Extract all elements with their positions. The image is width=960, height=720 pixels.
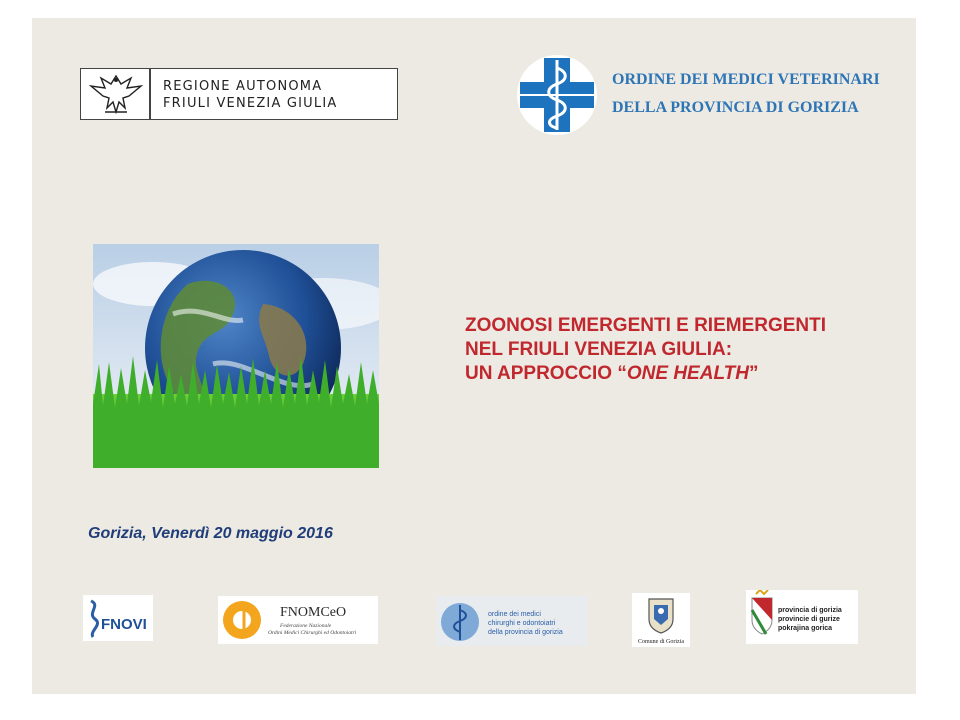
- title-line2: NEL FRIULI VENEZIA GIULIA:: [465, 339, 733, 360]
- prov-line1: provincia di gorizia: [778, 607, 842, 614]
- ordine-veterinari-name: [612, 66, 880, 122]
- fnomceo-sub1: Federazione Nazionale: [280, 623, 332, 629]
- event-title: [465, 314, 826, 386]
- earth-grass-photo: [93, 244, 379, 468]
- odm-line3: della provincia di gorizia: [488, 629, 563, 636]
- fnomceo-logo: [218, 596, 378, 644]
- title-line1: ZOONOSI EMERGENTI E RIEMERGENTI: [465, 315, 827, 336]
- odm-line1: ordine dei medici: [488, 611, 541, 618]
- ordine-line1: ORDINE DEI MEDICI VETERINARI: [612, 71, 880, 88]
- regione-line2: FRIULI VENEZIA GIULIA: [163, 96, 338, 111]
- ordine-line2: DELLA PROVINCIA DI GORIZIA: [612, 99, 859, 116]
- ordine-medici-gorizia-logo: [436, 596, 588, 646]
- fnovi-logo: [83, 595, 153, 641]
- title-line3: [465, 362, 826, 386]
- fnovi-text: FNOVI: [101, 616, 147, 633]
- prov-line2: provincie di gurize: [778, 616, 840, 623]
- comune-label: Comune di Gorizia: [638, 639, 684, 645]
- provincia-gorizia-logo: [746, 590, 858, 644]
- divider: [149, 69, 151, 119]
- veterinari-caduceus-logo: [516, 54, 598, 136]
- regione-fvg-logo: [80, 68, 398, 120]
- odm-line2: chirurghi e odontoiatri: [488, 620, 556, 627]
- event-date: Gorizia, Venerdì 20 maggio 2016: [88, 525, 333, 542]
- title-line3-italic: ONE HEALTH: [626, 363, 749, 384]
- eagle-icon: [85, 72, 147, 116]
- title-line3-prefix: UN APPROCCIO “: [465, 363, 627, 384]
- fnovi-helix-icon: [83, 595, 153, 641]
- title-line3-suffix: ”: [748, 363, 759, 384]
- regione-line1: REGIONE AUTONOMA: [163, 79, 323, 94]
- comune-gorizia-logo: [632, 593, 690, 647]
- fnomceo-title: FNOMCeO: [280, 605, 347, 620]
- fnomceo-sub2: Ordini Medici Chirurghi ed Odontoiatri: [268, 630, 357, 636]
- slide: [32, 18, 916, 694]
- prov-line3: pokrajina gorica: [778, 625, 833, 632]
